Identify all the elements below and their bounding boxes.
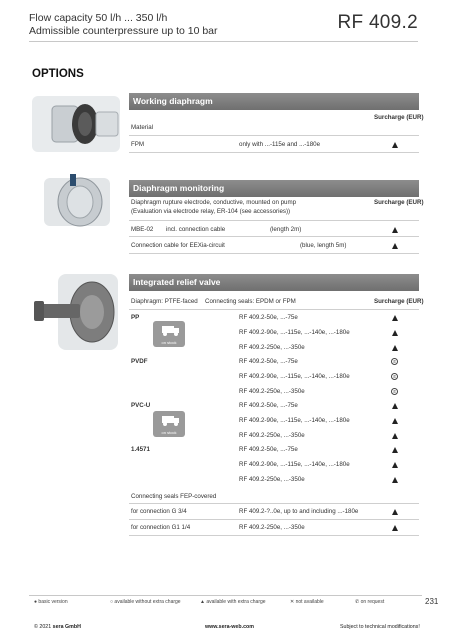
table-row — [129, 399, 419, 414]
option-name: MBE-02 — [131, 226, 154, 233]
table-row — [129, 341, 419, 356]
model-range: RF 409.2-50e, ...-75e — [239, 358, 298, 365]
extra-charge-icon — [392, 447, 398, 453]
table-row — [129, 443, 419, 458]
model-range: RF 409.2-90e, ...-115e, ...-140e, ...-180e — [239, 461, 350, 468]
model-range: RF 409.2-90e, ...-115e, ...-140e, ...-180e — [239, 329, 350, 336]
monitoring-description: Diaphragm rupture electrode, conductive, mounted on pump — [131, 199, 297, 206]
surcharge-label: Surcharge (EUR) — [374, 298, 424, 305]
option-name: FPM — [131, 141, 145, 148]
model-range: RF 409.2-?..0e, up to and including ...-180e — [239, 508, 359, 515]
footer-website[interactable]: www.sera-web.com — [205, 624, 254, 630]
model-range: RF 409.2-90e, ...-115e, ...-140e, ...-180e — [239, 373, 350, 380]
table-row — [129, 238, 419, 253]
section-header-working-diaphragm: Working diaphragm — [129, 93, 419, 110]
on-stock-label: on stock — [161, 430, 177, 435]
connecting-seals-label: Connecting seals: EPDM or FPM — [205, 298, 296, 305]
model-range: RF 409.2-50e, ...-75e — [239, 402, 298, 409]
table-row — [129, 429, 419, 444]
option-name: Connection cable for EEXia-circuit — [131, 242, 225, 249]
triangle-icon: ▲ — [200, 599, 205, 605]
model-range: RF 409.2-250e, ...-350e — [239, 432, 305, 439]
legend-basic-version — [34, 599, 68, 605]
pump-image-diaphragm-monitoring — [30, 172, 122, 232]
extra-charge-icon — [392, 433, 398, 439]
table-row — [129, 414, 419, 429]
extra-charge-icon — [392, 509, 398, 515]
table-row — [129, 222, 419, 237]
legend-without-charge — [110, 599, 181, 605]
legend-label: not available — [295, 599, 324, 605]
model-range: RF 409.2-50e, ...-75e — [239, 314, 298, 321]
surcharge-label: Surcharge (EUR) — [374, 114, 424, 121]
extra-charge-icon — [392, 477, 398, 483]
model-range: RF 409.2-50e, ...-75e — [239, 446, 298, 453]
extra-charge-icon — [392, 227, 398, 233]
table-row — [129, 326, 419, 341]
footer-divider — [29, 595, 422, 596]
material-pvdf: PVDF — [131, 358, 148, 365]
extra-charge-icon — [392, 462, 398, 468]
material-pvc-u: PVC-U — [131, 402, 151, 409]
company-name: sera GmbH — [52, 624, 81, 630]
legend-label: basic version — [38, 599, 68, 605]
divider — [129, 152, 419, 153]
table-row — [129, 385, 419, 400]
legend-label: on request — [360, 599, 385, 605]
surcharge-label: Surcharge (EUR) — [374, 199, 424, 206]
phone-icon: ✆ — [355, 599, 360, 605]
extra-charge-icon — [392, 142, 398, 148]
extra-charge-icon — [392, 418, 398, 424]
table-row — [129, 458, 419, 473]
extra-charge-icon — [392, 403, 398, 409]
pump-image-working-diaphragm — [30, 88, 122, 158]
divider — [129, 220, 419, 221]
extra-charge-icon — [392, 525, 398, 531]
table-row — [129, 504, 419, 519]
on-stock-label: on stock — [161, 340, 177, 345]
option-detail: incl. connection cable — [166, 226, 226, 233]
divider — [129, 135, 419, 136]
options-heading: OPTIONS — [32, 68, 84, 80]
table-row — [129, 370, 419, 385]
table-row — [129, 520, 419, 535]
on-request-icon: ✆ — [392, 389, 397, 394]
diaphragm-label: Diaphragm: PTFE-faced — [131, 298, 198, 305]
table-row — [129, 311, 419, 326]
material-1-4571: 1.4571 — [131, 446, 150, 453]
table-row — [129, 137, 419, 152]
material-pp: PP — [131, 314, 140, 321]
pump-image-relief-valve — [30, 268, 122, 356]
subtitle-counterpressure: Admissible counterpressure up to 10 bar — [29, 25, 218, 37]
model-range: RF 409.2-250e, ...-350e — [239, 388, 305, 395]
extra-charge-icon — [392, 345, 398, 351]
legend-with-charge — [200, 599, 266, 605]
legend-label: available without extra charge — [114, 599, 181, 605]
divider — [129, 535, 419, 536]
copyright-year: © 2021 — [34, 624, 52, 630]
connection-size: for connection G1 1/4 — [131, 524, 191, 531]
extra-charge-icon — [392, 315, 398, 321]
connection-size: for connection G 3/4 — [131, 508, 187, 515]
divider — [129, 309, 419, 310]
model-range: RF 409.2-90e, ...-115e, ...-140e, ...-180e — [239, 417, 350, 424]
monitoring-evaluation-note: (Evaluation via electrode relay, ER-104 (see accessories)) — [131, 208, 291, 215]
model-range: RF 409.2-250e, ...-350e — [239, 476, 305, 483]
option-extra: (length 2m) — [270, 226, 302, 233]
page-title: RF 409.2 — [337, 12, 418, 33]
header-divider — [29, 41, 418, 42]
on-request-icon: ✆ — [392, 359, 397, 364]
page-number: 231 — [425, 597, 439, 606]
extra-charge-icon — [392, 243, 398, 249]
footer-copyright — [34, 624, 81, 630]
open-circle-icon: ○ — [110, 599, 114, 605]
material-label: Material — [131, 124, 154, 131]
fep-seals-heading: Connecting seals FEP-covered — [131, 493, 217, 500]
extra-charge-icon — [392, 330, 398, 336]
cross-icon: ✕ — [290, 599, 295, 605]
divider — [129, 236, 419, 237]
section-header-diaphragm-monitoring: Diaphragm monitoring — [129, 180, 419, 197]
table-row — [129, 355, 419, 370]
subtitle-flow-capacity: Flow capacity 50 l/h ... 350 l/h — [29, 12, 168, 24]
divider — [129, 253, 419, 254]
section-header-relief-valve: Integrated relief valve — [129, 274, 419, 291]
table-row — [129, 473, 419, 488]
option-extra: (blue, length 5m) — [300, 242, 347, 249]
legend-not-available — [290, 599, 324, 605]
on-request-icon: ✆ — [392, 374, 397, 379]
model-range: RF 409.2-250e, ...-350e — [239, 524, 305, 531]
legend-on-request — [355, 599, 384, 605]
dot-icon: ● — [34, 599, 38, 605]
option-note: only with ...-115e and ...-180e — [239, 141, 321, 148]
legend-label: available with extra charge — [206, 599, 266, 605]
footer-disclaimer: Subject to technical modifications! — [340, 624, 420, 630]
model-range: RF 409.2-250e, ...-350e — [239, 344, 305, 351]
